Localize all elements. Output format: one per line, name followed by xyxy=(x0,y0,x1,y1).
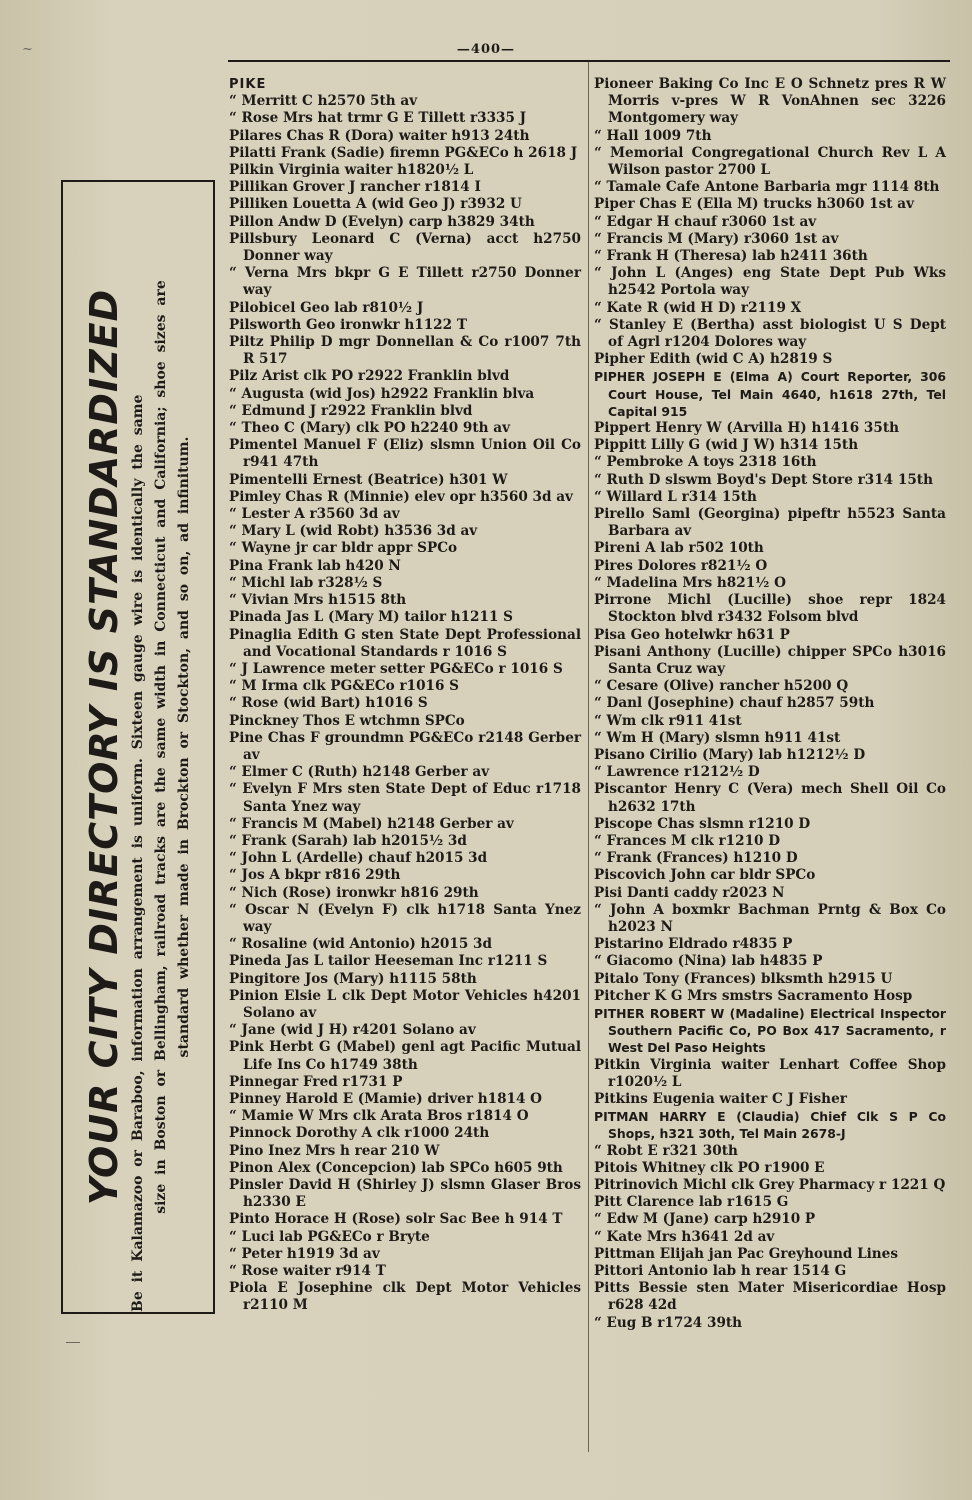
directory-entry: “ Nich (Rose) ironwkr h816 29th xyxy=(229,884,479,901)
directory-entry: “ Edgar H chauf r3060 1st av xyxy=(594,213,817,230)
directory-entry: “ Augusta (wid Jos) h2922 Franklin blva xyxy=(229,385,535,402)
margin-dash xyxy=(66,1342,80,1343)
directory-entry: “ John A boxmkr Bachman Prntg & Box Co h2023 N xyxy=(594,901,946,935)
directory-entry: Pimentelli Ernest (Beatrice) h301 W xyxy=(229,471,508,488)
directory-entry: Pistarino Eldrado r4835 P xyxy=(594,936,793,953)
directory-entry: “ Francis M (Mary) r3060 1st av xyxy=(594,230,839,247)
directory-entry: Pisani Anthony (Lucille) chipper SPCo h3016 Santa Cruz way xyxy=(594,643,946,677)
directory-entry: “ Danl (Josephine) chauf h2857 59th xyxy=(594,695,875,712)
directory-entry: “ Kate Mrs h3641 2d av xyxy=(594,1228,775,1245)
advertisement-title: YOUR CITY DIRECTORY IS STANDARDIZED xyxy=(81,288,126,1206)
directory-entry-boldface: PIPHER JOSEPH E (Elma A) Court Reporter, 306 Court House, Tel Main 4640, h1618 27th, Tel Capital 915 xyxy=(594,369,946,419)
directory-entry: “ Peter h1919 3d av xyxy=(229,1245,380,1262)
directory-entry: Pillikan Grover J rancher r1814 I xyxy=(229,179,481,196)
directory-entry: “ Tamale Cafe Antone Barbaria mgr 1114 8th xyxy=(594,179,940,196)
directory-entry: Pitois Whitney clk PO r1900 E xyxy=(594,1159,825,1176)
directory-entry: Pilatti Frank (Sadie) firemn PG&ECo h 2618 J xyxy=(229,144,578,161)
directory-entry: Pilsworth Geo ironwkr h1122 T xyxy=(229,316,467,333)
directory-entry: Pitkin Virginia waiter Lenhart Coffee Shop r1020½ L xyxy=(594,1056,946,1090)
directory-entry: Pitt Clarence lab r1615 G xyxy=(594,1194,789,1211)
directory-entry: “ Jane (wid J H) r4201 Solano av xyxy=(229,1022,476,1039)
directory-entry: Pillon Andw D (Evelyn) carp h3829 34th xyxy=(229,213,535,230)
directory-entry: “ Merritt C h2570 5th av xyxy=(229,93,418,110)
directory-entry: Piscovich John car bldr SPCo xyxy=(594,867,816,884)
directory-entry: Pinaglia Edith G sten State Dept Professional and Vocational Standards r 1016 S xyxy=(229,626,581,660)
directory-entry: Pinnegar Fred r1731 P xyxy=(229,1073,403,1090)
directory-entry: “ Frank (Frances) h1210 D xyxy=(594,850,798,867)
directory-entry: “ Elmer C (Ruth) h2148 Gerber av xyxy=(229,764,490,781)
directory-entry: “ Madelina Mrs h821½ O xyxy=(594,574,786,591)
directory-entry: Pinsler David H (Shirley J) slsmn Glaser Bros h2330 E xyxy=(229,1177,581,1211)
directory-entry: Pittori Antonio lab h rear 1514 G xyxy=(594,1263,847,1280)
directory-entry: Pippert Henry W (Arvilla H) h1416 35th xyxy=(594,420,899,437)
directory-entry: Pipher Edith (wid C A) h2819 S xyxy=(594,351,833,368)
directory-entry: “ Memorial Congregational Church Rev L A Wilson pastor 2700 L xyxy=(594,144,946,179)
directory-entry: Pinada Jas L (Mary M) tailor h1211 S xyxy=(229,609,513,626)
directory-entry: “ Michl lab r328½ S xyxy=(229,574,383,591)
directory-entry: Pittman Elijah jan Pac Greyhound Lines xyxy=(594,1245,898,1262)
directory-entry: “ Pembroke A toys 2318 16th xyxy=(594,454,817,471)
directory-entry: Pinnock Dorothy A clk r1000 24th xyxy=(229,1125,490,1142)
entry-list xyxy=(594,76,946,1332)
column-heading: PIKE xyxy=(229,77,267,92)
directory-entry: “ Oscar N (Evelyn F) clk h1718 Santa Ynez way xyxy=(229,901,581,935)
directory-entry: “ Rose waiter r914 T xyxy=(229,1263,386,1280)
directory-entry: Pilares Chas R (Dora) waiter h913 24th xyxy=(229,127,530,144)
directory-entry: Pineda Jas L tailor Heeseman Inc r1211 S xyxy=(229,953,548,970)
directory-entry: Pilz Arist clk PO r2922 Franklin blvd xyxy=(229,368,510,385)
directory-entry: “ Mamie W Mrs clk Arata Bros r1814 O xyxy=(229,1108,529,1125)
directory-entry: “ John L (Anges) eng State Dept Pub Wks h2542 Portola way xyxy=(594,265,946,299)
directory-entry: Pillsbury Leonard C (Verna) acct h2750 Donner way xyxy=(229,230,581,265)
directory-entry: Pimley Chas R (Minnie) elev opr h3560 3d av xyxy=(229,488,573,505)
directory-entry: Pilobicel Geo lab r810½ J xyxy=(229,299,424,316)
directory-entry-boldface: PITHER ROBERT W (Madaline) Electrical Inspector Southern Pacific Co, PO Box 417 Sacramento, r West Del Paso Heights xyxy=(594,1005,946,1056)
directory-entry: “ Frank H (Theresa) lab h2411 36th xyxy=(594,248,868,265)
directory-entry: “ Cesare (Olive) rancher h5200 Q xyxy=(594,678,849,695)
directory-entry: Pilliken Louetta A (wid Geo J) r3932 U xyxy=(229,196,522,213)
advertisement-box xyxy=(61,180,215,1314)
directory-entry: Pinney Harold E (Mamie) driver h1814 O xyxy=(229,1090,543,1107)
directory-entry: Pirrone Michl (Lucille) shoe repr 1824 Stockton blvd r3432 Folsom blvd xyxy=(594,592,946,626)
directory-entry: “ Frank (Sarah) lab h2015½ 3d xyxy=(229,832,467,849)
directory-entry: “ Edw M (Jane) carp h2910 P xyxy=(594,1211,816,1228)
directory-entry: “ Rose (wid Bart) h1016 S xyxy=(229,695,428,712)
directory-entry: “ Rose Mrs hat trmr G E Tillett r3335 J xyxy=(229,110,527,127)
directory-entry: Pilkin Virginia waiter h1820½ L xyxy=(229,162,474,179)
directory-entry: Pires Dolores r821½ O xyxy=(594,557,768,574)
directory-entry: “ Wm H (Mary) slsmn h911 41st xyxy=(594,729,841,746)
directory-entry: Pitts Bessie sten Mater Misericordiae Hosp r628 42d xyxy=(594,1280,946,1314)
directory-entry: Piscantor Henry C (Vera) mech Shell Oil Co h2632 17th xyxy=(594,781,946,815)
directory-entry: “ Theo C (Mary) clk PO h2240 9th av xyxy=(229,420,510,437)
directory-entry: “ Willard L r314 15th xyxy=(594,488,757,505)
directory-entry: Pitrinovich Michl clk Grey Pharmacy r 1221 Q xyxy=(594,1177,946,1193)
advertisement-line: standard whether made in Brockton or Stockton, and so on, ad infinitum. xyxy=(175,436,192,1058)
column-divider xyxy=(588,62,589,1452)
directory-entry: Pink Herbt G (Mabel) genl agt Pacific Mutual Life Ins Co h1749 38th xyxy=(229,1039,581,1073)
directory-entry: “ Wayne jr car bldr appr SPCo xyxy=(229,540,458,557)
page-number: —400— xyxy=(456,42,516,57)
directory-entry: Pino Inez Mrs h rear 210 W xyxy=(229,1142,440,1159)
directory-entry: “ M Irma clk PG&ECo r1016 S xyxy=(229,678,459,695)
directory-column-middle xyxy=(229,76,581,1315)
directory-entry: “ Luci lab PG&ECo r Bryte xyxy=(229,1228,430,1245)
margin-mark: ~ xyxy=(22,42,33,57)
directory-entry: Pisano Cirilio (Mary) lab h1212½ D xyxy=(594,746,866,763)
directory-entry: Pimentel Manuel F (Eliz) slsmn Union Oil Co r941 47th xyxy=(229,437,581,471)
advertisement-content xyxy=(63,182,213,1312)
directory-entry: “ Kate R (wid H D) r2119 X xyxy=(594,299,802,316)
directory-entry: “ Hall 1009 7th xyxy=(594,127,712,144)
directory-entry: Pisi Danti caddy r2023 N xyxy=(594,884,785,901)
directory-entry-boldface: PITMAN HARRY E (Claudia) Chief Clk S P Co Shops, h321 30th, Tel Main 2678-J xyxy=(594,1109,946,1142)
directory-entry: Pirello Saml (Georgina) pipeftr h5523 Santa Barbara av xyxy=(594,506,946,540)
directory-entry: “ Eug B r1724 39th xyxy=(594,1314,743,1331)
directory-entry: Pinion Elsie L clk Dept Motor Vehicles h4201 Solano av xyxy=(229,987,581,1021)
directory-entry: Piscope Chas slsmn r1210 D xyxy=(594,815,811,832)
directory-entry: “ Stanley E (Bertha) asst biologist U S Dept of Agrl r1204 Dolores way xyxy=(594,316,946,351)
directory-entry: Pina Frank lab h420 N xyxy=(229,557,401,574)
directory-entry: “ Edmund J r2922 Franklin blvd xyxy=(229,402,473,419)
directory-entry: Pinckney Thos E wtchmn SPCo xyxy=(229,712,465,729)
directory-entry: Pingitore Jos (Mary) h1115 58th xyxy=(229,970,477,987)
directory-entry: “ Evelyn F Mrs sten State Dept of Educ r1718 Santa Ynez way xyxy=(229,781,581,815)
directory-entry: “ Lester A r3560 3d av xyxy=(229,506,400,523)
directory-entry: Pine Chas F groundmn PG&ECo r2148 Gerber av xyxy=(229,729,581,763)
directory-entry: Pireni A lab r502 10th xyxy=(594,540,764,557)
directory-entry: Pippitt Lilly G (wid J W) h314 15th xyxy=(594,437,859,454)
advertisement-line: size in Boston or Bellingham, railroad tracks are the same width in Connecticut and California; shoe sizes are xyxy=(152,280,169,1214)
directory-entry: Piper Chas E (Ella M) trucks h3060 1st av xyxy=(594,196,914,213)
directory-entry: “ Lawrence r1212½ D xyxy=(594,764,760,781)
directory-entry: Pitkins Eugenia waiter C J Fisher xyxy=(594,1090,847,1107)
directory-entry: “ Robt E r321 30th xyxy=(594,1142,738,1159)
directory-entry: “ Wm clk r911 41st xyxy=(594,712,742,729)
advertisement-line: Be it Kalamazoo or Baraboo, information arrangement is uniform. Sixteen gauge wire is identically the same xyxy=(129,394,146,1312)
directory-entry: “ Ruth D slswm Boyd's Dept Store r314 15th xyxy=(594,471,933,488)
directory-column-right xyxy=(594,76,946,1332)
directory-entry: Pinon Alex (Concepcion) lab SPCo h605 9th xyxy=(229,1159,563,1176)
directory-entry: “ Mary L (wid Robt) h3536 3d av xyxy=(229,523,478,540)
directory-entry: “ John L (Ardelle) chauf h2015 3d xyxy=(229,850,488,867)
header-rule xyxy=(228,60,950,62)
entry-list xyxy=(229,93,581,1314)
directory-entry: Pitcher K G Mrs smstrs Sacramento Hosp xyxy=(594,987,913,1004)
directory-entry: “ Giacomo (Nina) lab h4835 P xyxy=(594,953,823,970)
directory-entry: Pisa Geo hotelwkr h631 P xyxy=(594,626,790,643)
directory-entry: “ Vivian Mrs h1515 8th xyxy=(229,592,407,609)
directory-entry: Piola E Josephine clk Dept Motor Vehicles r2110 M xyxy=(229,1280,581,1314)
directory-entry: Piltz Philip D mgr Donnellan & Co r1007 7th R 517 xyxy=(229,334,581,368)
directory-entry: “ Frances M clk r1210 D xyxy=(594,832,781,849)
directory-entry: “ Verna Mrs bkpr G E Tillett r2750 Donner way xyxy=(229,265,581,299)
directory-entry: “ Francis M (Mabel) h2148 Gerber av xyxy=(229,815,514,832)
directory-entry: Pitalo Tony (Frances) blksmth h2915 U xyxy=(594,970,893,987)
directory-entry: Pinto Horace H (Rose) solr Sac Bee h 914 T xyxy=(229,1211,563,1228)
directory-entry: “ Jos A bkpr r816 29th xyxy=(229,867,401,884)
directory-entry: “ Rosaline (wid Antonio) h2015 3d xyxy=(229,936,492,953)
directory-entry: “ J Lawrence meter setter PG&ECo r 1016 S xyxy=(229,660,563,677)
directory-entry: Pioneer Baking Co Inc E O Schnetz pres R W Morris v-pres W R VonAhnen sec 3226 Montgomery way xyxy=(594,76,946,127)
